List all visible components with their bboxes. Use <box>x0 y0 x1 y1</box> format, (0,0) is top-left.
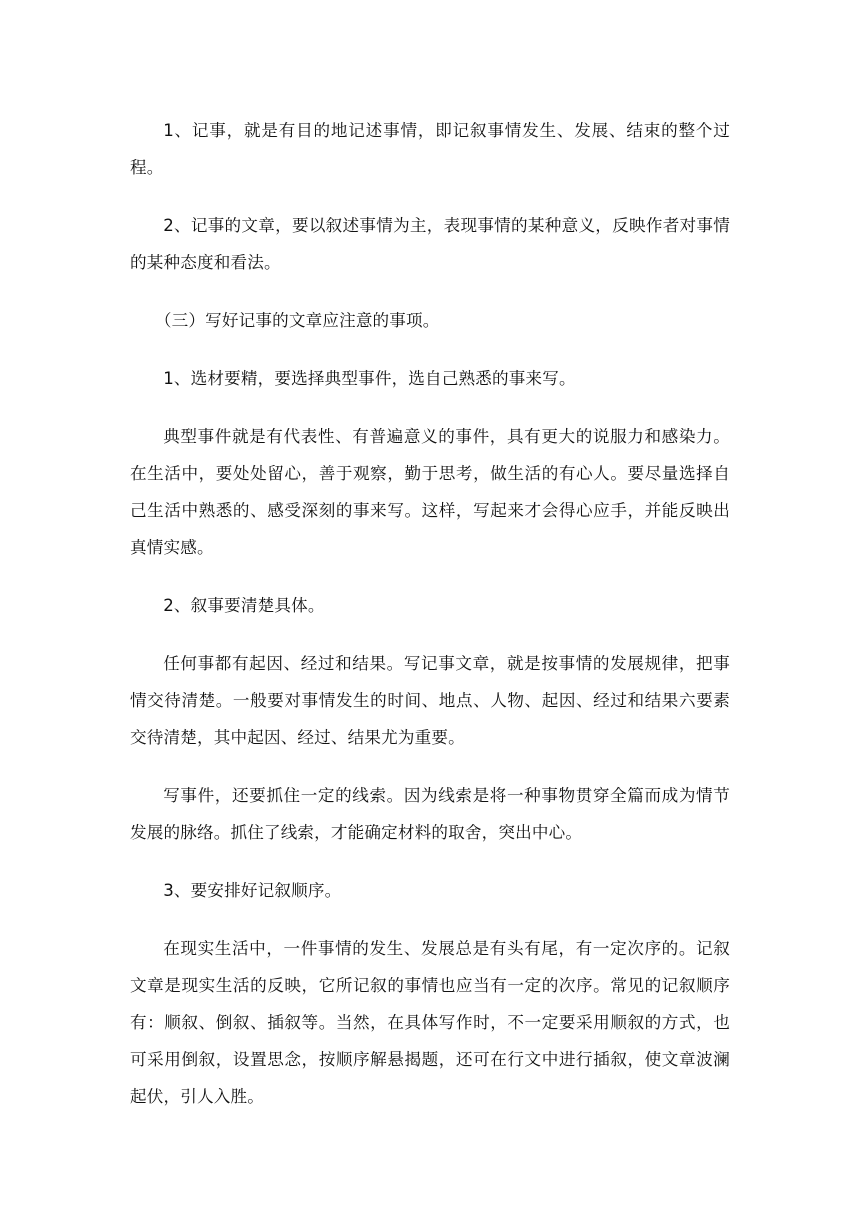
paragraph-six-elements: 任何事都有起因、经过和结果。写记事文章，就是按事情的发展规律，把事情交待清楚。一般要对事情发生的时间、地点、人物、起因、经过和结果六要素交待清楚，其中起因、经过、结果尤为重要。 <box>130 654 730 747</box>
paragraph-tip-1-material: 1、选材要精，要选择典型事件，选自己熟悉的事来写。 <box>163 369 576 388</box>
paragraph-point-2-purpose: 2、记事的文章，要以叙述事情为主，表现事情的某种意义，反映作者对事情的某种态度和看法。 <box>130 216 730 272</box>
paragraph-narrative-order: 在现实生活中，一件事情的发生、发展总是有头有尾，有一定次序的。记叙文章是现实生活的反映，它所记叙的事情也应当有一定的次序。常见的记叙顺序有：顺叙、倒叙、插叙等。当然，在具体写作时，不一定要采用顺叙的方式，也可采用倒叙，设置思念，按顺序解悬揭题，还可在行文中进行插叙，使文章波澜起伏，引人入胜。 <box>130 939 730 1106</box>
paragraph-tip-2-clarity: 2、叙事要清楚具体。 <box>163 596 325 615</box>
document-body <box>130 112 730 1136</box>
paragraph-tip-3-order: 3、要安排好记叙顺序。 <box>163 881 342 900</box>
paragraph-point-1-definition: 1、记事，就是有目的地记述事情，即记叙事情发生、发展、结束的整个过程。 <box>130 121 730 177</box>
paragraph-clue: 写事件，还要抓住一定的线索。因为线索是将一种事物贯穿全篇而成为情节发展的脉络。抓住了线索，才能确定材料的取舍，突出中心。 <box>130 786 730 842</box>
paragraph-typical-events: 典型事件就是有代表性、有普遍意义的事件，具有更大的说服力和感染力。在生活中，要处处留心，善于观察，勤于思考，做生活的有心人。要尽量选择自己生活中熟悉的、感受深刻的事来写。这样，写起来才会得心应手，并能反映出真情实感。 <box>130 427 730 557</box>
section-heading-3: （三）写好记事的文章应注意的事项。 <box>154 311 440 330</box>
